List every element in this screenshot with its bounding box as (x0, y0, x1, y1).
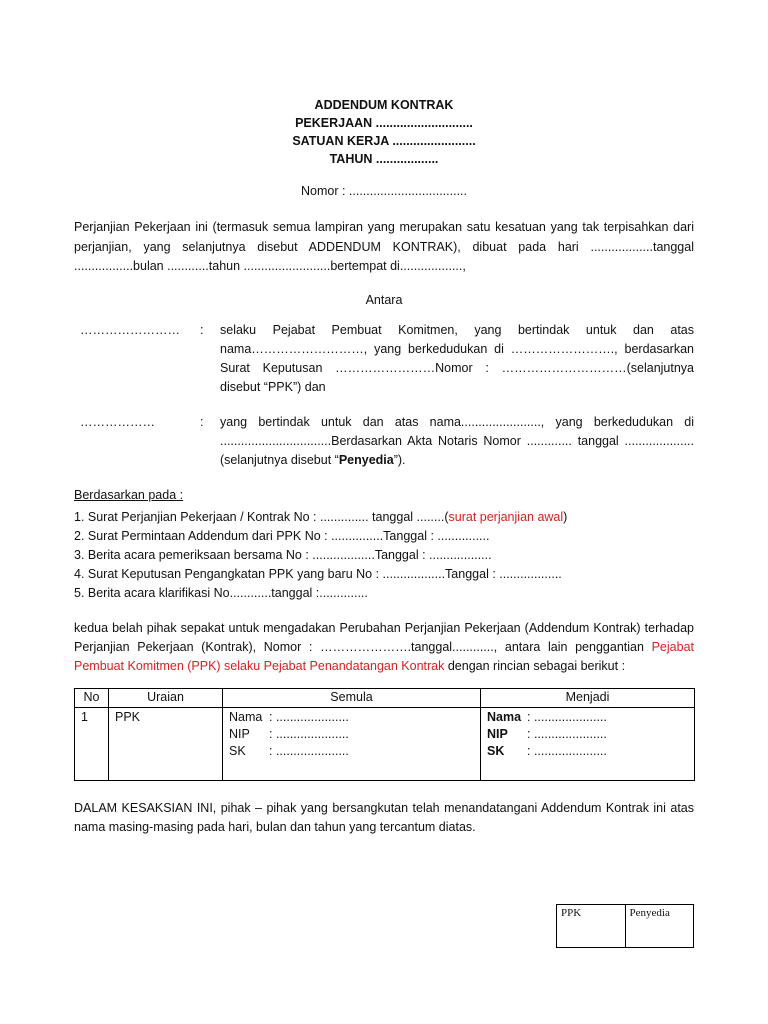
semula-nama (229, 709, 474, 726)
header-tahun: TAHUN .................. (329, 152, 439, 166)
field-label: Nama (229, 709, 263, 724)
header-satuan-kerja: SATUAN KERJA ........................ (292, 134, 476, 148)
list-item: 4. Surat Keputusan Pengangkatan PPK yang baru No : ..................Tanggal : .................. (74, 566, 562, 581)
berdasarkan-title: Berdasarkan pada : (74, 487, 184, 502)
party-penyedia-text-b: ”). (393, 452, 406, 467)
party-ppk (74, 321, 694, 397)
table-header-row (75, 688, 695, 707)
document-header (74, 96, 694, 168)
cell-uraian: PPK (109, 707, 223, 780)
antara-label: Antara (365, 292, 403, 307)
field-value: : ..................... (527, 709, 607, 724)
signature-row (557, 905, 694, 948)
semula-sk (229, 743, 474, 760)
header-no: No (75, 688, 109, 707)
cell-menjadi (481, 707, 695, 780)
menjadi-nama (487, 709, 688, 726)
kesaksian-paragraph: DALAM KESAKSIAN INI, pihak – pihak yang bersangkutan telah menandatangani Addendum Kontrak ini atas nama masing-masing pada hari, bulan dan tahun yang tercantum diatas. (74, 800, 694, 834)
party-ppk-text: selaku Pejabat Pembuat Komitmen, yang bertindak untuk dan atas nama………………………, yang berkedudukan di ……………………., berdasarkan Surat Keputusan ……………………Nomor : …………………………(selanjutnya disebut “PPK”) dan (220, 322, 694, 394)
party-penyedia-colon: : (200, 414, 204, 429)
document-number: Nomor : .................................. (300, 184, 467, 198)
field-label: NIP (487, 726, 508, 741)
list-item (74, 508, 694, 527)
berdasarkan-list (74, 508, 694, 603)
cell-no: 1 (75, 707, 109, 780)
field-label: Nama (487, 709, 522, 724)
document-page (74, 96, 694, 837)
menjadi-nip (487, 726, 688, 743)
header-semula: Semula (223, 688, 481, 707)
party-ppk-name: …………………… (80, 322, 180, 337)
party-penyedia-name: ……………… (80, 414, 155, 429)
party-ppk-colon: : (200, 322, 204, 337)
kedua-red-text: Pejabat Pembuat Komitmen (PPK) selaku Pejabat Penandatangan Kontrak (74, 639, 694, 673)
intro-paragraph: Perjanjian Pekerjaan ini (termasuk semua lampiran yang merupakan satu kesatuan yang tak terpisahkan dari perjanjian, yang selanjutnya disebut ADDENDUM KONTRAK), dibuat pada hari ..................tanggal .................bulan ............tahun .........................bertempat di.................., (74, 220, 694, 273)
party-penyedia-text-a: yang bertindak untuk dan atas nama......................., yang berkedudukan di ................................Berdasarkan Akta Notaris Nomor ............. tanggal .................... (selanjutnya disebut “ (220, 414, 694, 467)
signature-penyedia: Penyedia (625, 905, 694, 948)
kedua-text-b: dengan rincian sebagai berikut : (444, 658, 626, 673)
field-value: : ..................... (269, 726, 349, 741)
party-penyedia (74, 413, 694, 470)
field-label: SK (487, 743, 505, 758)
list-item-after: ) (563, 509, 568, 524)
header-menjadi: Menjadi (481, 688, 695, 707)
list-item: 2. Surat Permintaan Addendum dari PPK No : ...............Tanggal : ............... (74, 528, 490, 543)
header-pekerjaan: PEKERJAAN ............................ (295, 116, 473, 130)
field-value: : ..................... (527, 726, 607, 741)
field-value: : ..................... (269, 743, 349, 758)
list-item: 3. Berita acara pemeriksaan bersama No : ..................Tanggal : .................. (74, 547, 492, 562)
document-title: ADDENDUM KONTRAK (314, 98, 454, 112)
header-uraian: Uraian (109, 688, 223, 707)
signature-ppk: PPK (557, 905, 626, 948)
semula-nip (229, 726, 474, 743)
field-label: NIP (229, 726, 250, 741)
table-row (75, 707, 695, 780)
list-item-red-text: surat perjanjian awal (448, 509, 564, 524)
kedua-text-a: kedua belah pihak sepakat untuk mengadakan Perubahan Perjanjian Pekerjaan (Addendum Kontrak) terhadap Perjanjian Pekerjaan (Kontrak), Nomor : ………………….tanggal............, antara lain penggantian (74, 620, 694, 654)
party-penyedia-bold: Penyedia (338, 452, 394, 467)
field-value: : ..................... (269, 709, 349, 724)
list-item-text: 1. Surat Perjanjian Pekerjaan / Kontrak No : .............. tanggal ........( (74, 509, 449, 524)
party-penyedia-text (220, 413, 694, 470)
rincian-table (74, 688, 695, 781)
field-value: : ..................... (527, 743, 607, 758)
menjadi-sk (487, 743, 688, 760)
signature-table (556, 904, 694, 948)
field-label: SK (229, 743, 246, 758)
cell-semula (223, 707, 481, 780)
list-item: 5. Berita acara klarifikasi No............tanggal :.............. (74, 585, 368, 600)
kedua-paragraph (74, 619, 694, 676)
